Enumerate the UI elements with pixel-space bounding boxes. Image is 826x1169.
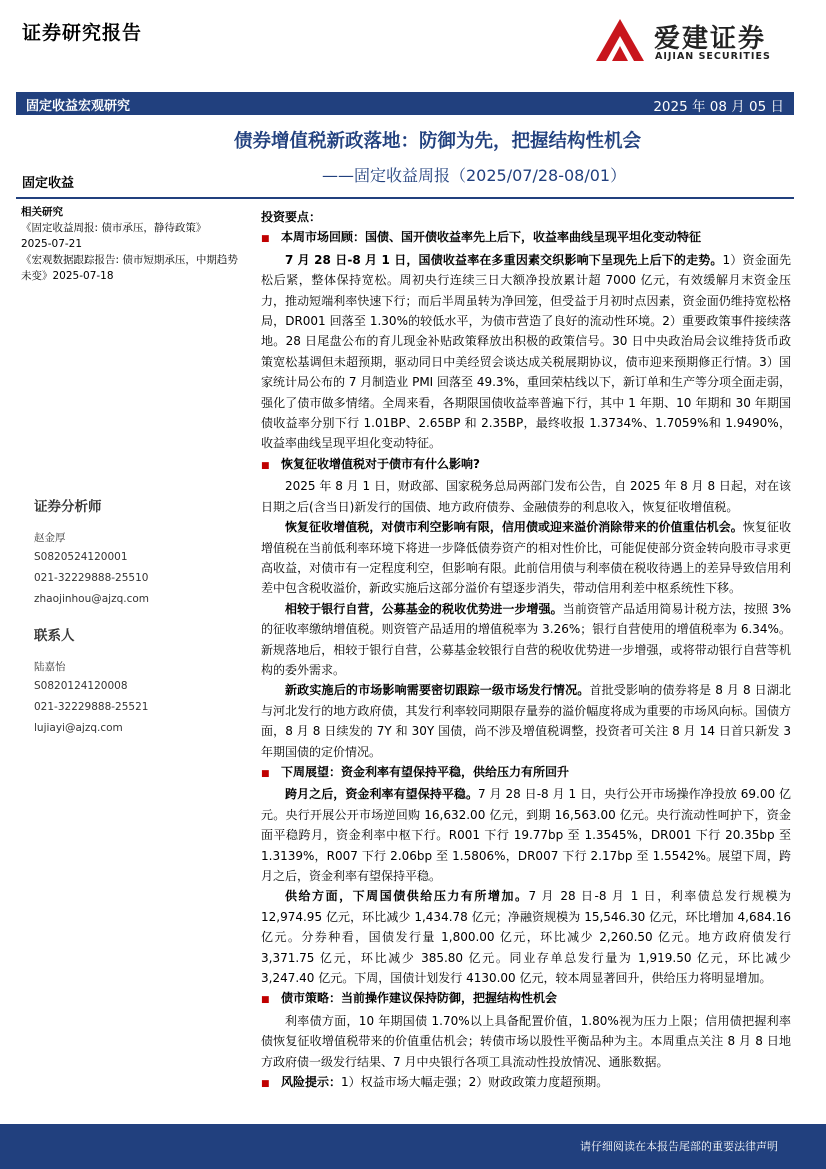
contact-id: S0820124120008 [34,680,128,692]
contact-email[interactable]: lujiayi@ajzq.com [34,722,123,734]
legal-disclaimer-link[interactable]: 请仔细阅读在本报告尾部的重要法律声明 [580,1140,778,1153]
report-category: 固定收益 [22,176,75,191]
footer-bar [0,1124,826,1169]
bullet-square-icon: ■ [261,1079,270,1090]
paragraph: 新政实施后的市场影响需要密切跟踪一级市场发行情况。首批受影响的债券将是 8 月 8 日湖北与河北发行的地方政府债，其发行利率较同期限存量券的溢价幅度将成为重要的市场风向标。国债方面，8 月 8 日续发的 7Y 和 30Y 国债，尚不涉及增值税调整，投资者可关注 8 月 14 日首只新发 3 年期国债的定价情况。 [261,683,791,759]
paragraph: 2025 年 8 月 1 日，财政部、国家税务总局两部门发布公告，自 2025 年 8 月 8 日起，对在该日期之后(含当日)新发行的国债、地方政府债券、金融债券的利息收入，恢复征收增值税。 [261,479,791,514]
logo-text-cn: 爱建证券 [654,24,767,54]
related-item-date: 2025-07-21 [21,238,83,250]
bullet-square-icon: ■ [261,995,270,1006]
risk-warning: ■ 风险提示：1）权益市场大幅走强；2）财政政策力度超预期。 [261,1072,791,1094]
paragraph: 相较于银行自营，公募基金的税收优势进一步增强。当前资管产品适用简易计税方法，按照 3%的征收率缴纳增值税。则资管产品适用的增值税率为 3.26%；银行自营使用的增值税率为 6.34%。新规落地后，相较于银行自营，公募基金较银行自营的税收优势进一步增强，或将带动银行自营等机构的委外需求。 [261,601,791,677]
report-title: 债券增值税新政落地：防御为先，把握结构性机会 [234,131,642,152]
logo-text-en: AIJIAN SECURITIES [655,51,771,62]
paragraph: 跨月之后，资金利率有望保持平稳。7 月 28 日-8 月 1 日，央行公开市场操作净投放 69.00 亿元。央行开展公开市场逆回购 16,632.00 亿元，到期 16,563.00 亿元。央行流动性呵护下，资金面平稳跨月，资金利率中枢下行。R001 下行 19.77bp 至 1.3545%，DR001 下行 20.35bp 至 1.3139%，R007 下行 2.06bp 至 1.5806%，DR007 下行 2.17bp 至 1.5542%。展望下周，跨月之后，资金利率有望保持平稳。 [261,787,791,883]
contact-name: 陆嘉怡 [34,661,66,673]
analyst-heading: 证券分析师 [34,499,102,515]
bullet-square-icon: ■ [261,460,270,471]
analyst-email[interactable]: zhaojinhou@ajzq.com [34,593,150,605]
section-title: ■ 本周市场回顾：国债、国开债收益率先上后下，收益率曲线呈现平坦化变动特征 [261,227,791,249]
header-divider [16,197,794,199]
analyst-id: S0820524120001 [34,551,128,563]
paragraph: 7 月 28 日-8 月 1 日，国债收益率在多重因素交织影响下呈现先上后下的走势。1）资金面先松后紧，整体保持宽松。周初央行连续三日大额净投放累计超 7000 亿元，有效缓解月末资金压力，推动短端利率快速下行；而后半周虽转为净回笼，但受益于月初时点因素，资金面仍维持宽松格局，DR001 回落至 1.30%的较低水平，为债市营造了良好的流动性环境。2）重要政策事件接续落地。28 日尾盘公布的育儿现金补贴政策释放出积极的政策信号。30 日中央政治局会议维持货币政策宽松基调但未超预期，驱动同日中美经贸会谈达成关税展期协议，债市迎来预期修正行情。3）国家统计局公布的 7 月制造业 PMI 回落至 49.3%，重回荣枯线以下，新订单和生产等分项全面走弱，强化了债市做多情绪。全周来看，各期限国债收益率普遍下行，其中 1 年期、10 年期和 30 年期国债收益率分别下行 1.01BP、2.65BP 和 2.35BP，最终收报 1.3734%、1.7059%和 1.9490%，收益率曲线呈现平坦化变动特征。 [261,252,791,451]
company-logo [594,18,794,62]
bullet-square-icon: ■ [261,234,270,245]
paragraph: 利率债方面，10 年期国债 1.70%以上具备配置价值，1.80%视为压力上限；信用债把握利率债恢复征收增值税带来的价值重估机会；转债市场以股性平衡品种为主。本周重点关注 8 月 8 日地方政府债一级发行结果、7 月中央银行各项工具流动性投放情况、通胀数据。 [261,1013,791,1069]
report-type-label: 证券研究报告 [22,22,143,44]
contact-phone: 021-32229888-25521 [34,701,149,713]
related-item: 《宏观数据跟踪报告: 债市短期承压，中期趋势未变》2025-07-18 [21,254,238,282]
report-subtitle: ——固定收益周报（2025/07/28-08/01） [322,166,627,185]
related-item: 《固定收益周报: 债市承压，静待政策》 [21,222,207,234]
report-body [261,207,791,1094]
contact-heading: 联系人 [34,628,75,644]
section-title: ■ 债市策略：当前操作建议保持防御，把握结构性机会 [261,988,791,1010]
section-name: 固定收益宏观研究 [26,99,131,114]
analyst-phone: 021-32229888-25510 [34,572,149,584]
analyst-name: 赵金厚 [34,532,66,544]
bullet-square-icon: ■ [261,768,270,779]
section-title: ■ 下周展望：资金利率有望保持平稳，供给压力有所回升 [261,762,791,784]
paragraph: 供给方面，下周国债供给压力有所增加。7 月 28 日-8 月 1 日，利率债总发行规模为 12,974.95 亿元，环比减少 1,434.78 亿元；净融资规模为 15,546.30 亿元，环比增加 4,684.16 亿元。分券种看，国债发行量 1,800.00 亿元，环比减少 2,260.50 亿元。地方政府债发行 3,371.75 亿元，环比减少 385.80 亿元。同业存单总发行量为 1,919.50 亿元，环比减少 3,247.40 亿元。下周，国债计划发行 4130.00 亿元，较本周显著回升，供给压力将明显增加。 [261,889,791,986]
summary-heading: 投资要点： [261,210,322,224]
related-heading: 相关研究 [21,206,63,218]
paragraph: 恢复征收增值税，对债市利空影响有限，信用债或迎来溢价消除带来的价值重估机会。恢复征收增值税在当前低利率环境下将进一步降低债券资产的相对性价比，可能促使部分资金转向股市寻求更高收益，对债市有一定程度利空，但影响有限。此前信用债与利率债在税收待遇上的差异导致信用利差中包含税收溢价，新政实施后这部分溢价有望逐步消失，带动信用利差中枢系统性下移。 [261,520,791,596]
report-date: 2025 年 08 月 05 日 [653,99,784,115]
section-title: ■ 恢复征收增值税对于债市有什么影响? [261,454,791,476]
section-bar [16,92,794,115]
logo-mark-icon [594,18,646,62]
